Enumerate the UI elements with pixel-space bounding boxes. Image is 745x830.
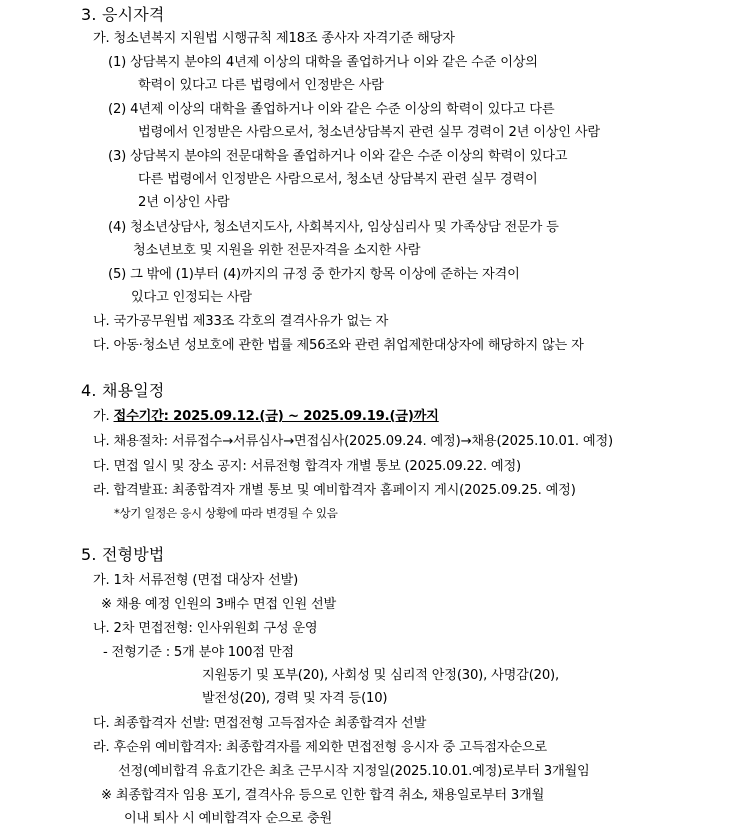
schedule-period-prefix: 가. (93, 409, 114, 424)
qualification-sub-1: (1) 상담복지 분야의 4년제 이상의 대학을 졸업하거나 이와 같은 수준 이상의 (108, 55, 538, 70)
qualification-sub-1-cont: 학력이 있다고 다른 법령에서 인정받은 사람 (138, 78, 384, 93)
schedule-item-period (93, 408, 439, 426)
qualification-item-ga: 가. 청소년복지 지원법 시행규칙 제18조 종사자 자격기준 해당자 (93, 31, 455, 46)
qualification-sub-3: (3) 상담복지 분야의 전문대학을 졸업하거나 이와 같은 수준 이상의 학력이 있다고 (108, 149, 568, 164)
selection-item-na: 나. 2차 면접전형: 인사위원회 구성 운영 (93, 621, 318, 636)
schedule-item-announcement: 라. 합격발표: 최종합격자 개별 통보 및 예비합격자 홈페이지 게시(2025.09.25. 예정) (93, 483, 576, 498)
selection-item-ra-cont: 선정(예비합격 유효기간은 최초 근무시작 지정일(2025.10.01.예정)로부터 3개월임 (118, 764, 590, 779)
qualification-sub-2: (2) 4년제 이상의 대학을 졸업하거나 이와 같은 수준 이상의 학력이 있다고 다른 (108, 102, 555, 117)
section-heading-qualifications: 3. 응시자격 (81, 5, 165, 24)
qualification-sub-3-cont2: 2년 이상인 사람 (138, 195, 230, 210)
selection-criteria-detail-2: 발전성(20), 경력 및 자격 등(10) (202, 691, 388, 706)
qualification-sub-5-cont: 있다고 인정되는 사람 (131, 290, 252, 305)
selection-criteria-detail-1: 지원동기 및 포부(20), 사회성 및 심리적 안정(30), 사명감(20), (202, 668, 559, 683)
schedule-note: *상기 일정은 응시 상황에 따라 변경될 수 있음 (114, 506, 338, 520)
qualification-sub-2-cont: 법령에서 인정받은 사람으로서, 청소년상담복지 관련 실무 경력이 2년 이상인 사람 (138, 125, 600, 140)
application-period: 접수기간: 2025.09.12.(금) ~ 2025.09.19.(금)까지 (113, 409, 439, 424)
selection-note-ra-cont: 이내 퇴사 시 예비합격자 순으로 충원 (124, 811, 333, 826)
section-heading-selection: 5. 전형방법 (81, 545, 165, 564)
qualification-sub-4-cont: 청소년보호 및 지원을 위한 전문자격을 소지한 사람 (133, 243, 421, 258)
qualification-item-na: 나. 국가공무원법 제33조 각호의 결격사유가 없는 자 (93, 314, 389, 329)
section-heading-schedule: 4. 채용일정 (81, 381, 165, 400)
selection-item-ga: 가. 1차 서류전형 (면접 대상자 선발) (93, 573, 299, 588)
schedule-item-process: 나. 채용절차: 서류접수→서류심사→면접심사(2025.09.24. 예정)→채용(2025.10.01. 예정) (93, 434, 613, 449)
selection-criteria: - 전형기준 : 5개 분야 100점 만점 (103, 645, 294, 660)
selection-item-ra: 라. 후순위 예비합격자: 최종합격자를 제외한 면접전형 응시자 중 고득점자순으로 (93, 740, 547, 755)
qualification-sub-4: (4) 청소년상담사, 청소년지도사, 사회복지사, 임상심리사 및 가족상담 전문가 등 (108, 220, 559, 235)
selection-item-da: 다. 최종합격자 선발: 면접전형 고득점자순 최종합격자 선발 (93, 716, 427, 731)
qualification-item-da: 다. 아동·청소년 성보호에 관한 법률 제56조와 관련 취업제한대상자에 해당하지 않는 자 (93, 338, 584, 353)
schedule-item-interview-notice: 다. 면접 일시 및 장소 공지: 서류전형 합격자 개별 통보 (2025.09.22. 예정) (93, 459, 521, 474)
qualification-sub-3-cont: 다른 법령에서 인정받은 사람으로서, 청소년 상담복지 관련 실무 경력이 (138, 172, 538, 187)
selection-note-ra: ※ 최종합격자 임용 포기, 결격사유 등으로 인한 합격 취소, 채용일로부터 3개월 (101, 788, 545, 803)
qualification-sub-5: (5) 그 밖에 (1)부터 (4)까지의 규정 중 한가지 항목 이상에 준하는 자격이 (108, 267, 520, 282)
selection-note-ga: ※ 채용 예정 인원의 3배수 면접 인원 선발 (101, 597, 337, 612)
